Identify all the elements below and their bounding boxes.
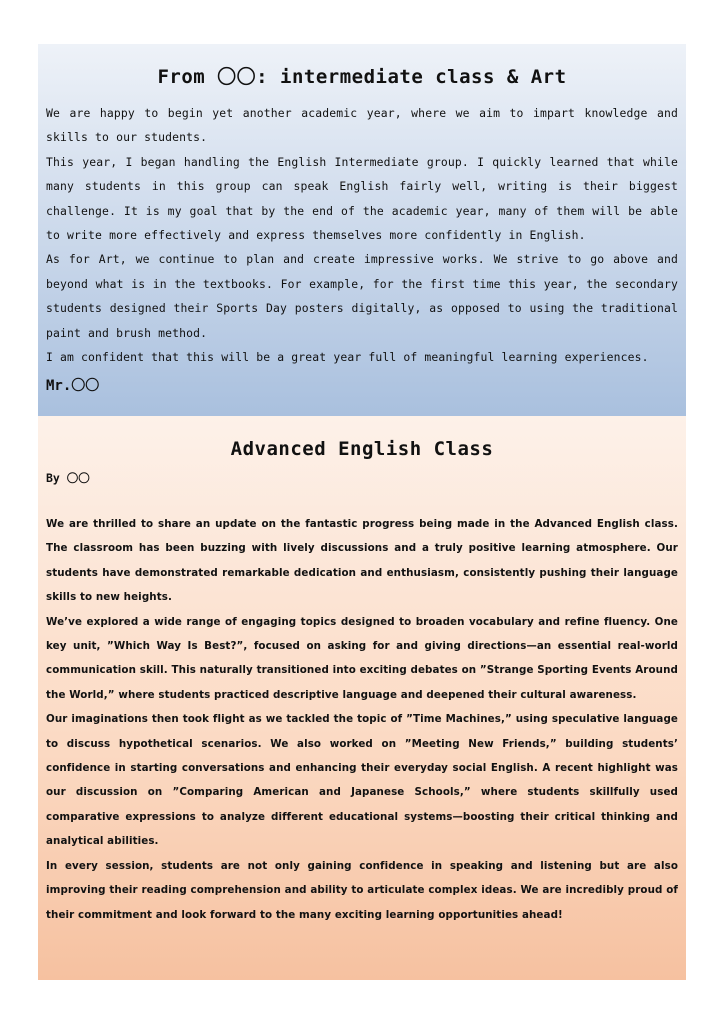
article-body: [46, 512, 678, 927]
paragraph: We are thrilled to share an update on the fantastic progress being made in the Advanced English class. The classroom has been buzzing with lively discussions and a truly positive learning atmosphere. Our students have demonstrated remarkable dedication and enthusiasm, consistently pushing their language skills to new heights.: [46, 518, 678, 604]
article-body: [46, 101, 678, 369]
byline: By 〇〇: [46, 471, 90, 485]
paragraph: As for Art, we continue to plan and create impressive works. We strive to go above and beyond what is in the textbooks. For example, for the first time this year, the secondary students designed their Sports Day posters digitally, as opposed to using the traditional paint and brush method.: [46, 252, 678, 340]
signature: Mr.〇〇: [46, 378, 100, 395]
paragraph: We’ve explored a wide range of engaging topics designed to broaden vocabulary and refine fluency. One key unit, ”Which Way Is Best?”, focused on asking for and giving directions—an essential real-world communication skill. This naturally transitioned into exciting debates on ”Strange Sporting Events Around the World,” where students practiced descriptive language and deepened their cultural awareness.: [46, 615, 678, 701]
paragraph: Our imaginations then took flight as we tackled the topic of ”Time Machines,” using speculative language to discuss hypothetical scenarios. We also worked on ”Meeting New Friends,” building students’ confidence in starting conversations and enhancing their everyday social English. A recent highlight was our discussion on ”Comparing American and Japanese Schools,” where students skillfully used comparative expressions to analyze different educational systems—boosting their critical thinking and analytical abilities.: [46, 713, 678, 848]
paragraph: This year, I began handling the English Intermediate group. I quickly learned that while many students in this group can speak English fairly well, writing is their biggest challenge. It is my goal that by the end of the academic year, many of them will be able to write more effectively and express themselves more confidently in English.: [46, 154, 678, 243]
paragraph: In every session, students are not only gaining confidence in speaking and listening but are also improving their reading comprehension and ability to articulate complex ideas. We are incredibly proud of their commitment and look forward to the many exciting learning opportunities ahead!: [46, 859, 678, 921]
section-title: From 〇〇: intermediate class & Art: [157, 66, 567, 88]
paragraph: I am confident that this will be a great year full of meaningful learning experiences.: [46, 350, 649, 365]
advanced-english-section: [38, 416, 686, 980]
paragraph: We are happy to begin yet another academic year, where we aim to impart knowledge and skills to our students.: [46, 106, 678, 145]
section-title: Advanced English Class: [230, 438, 494, 460]
intermediate-art-section: [38, 44, 686, 416]
